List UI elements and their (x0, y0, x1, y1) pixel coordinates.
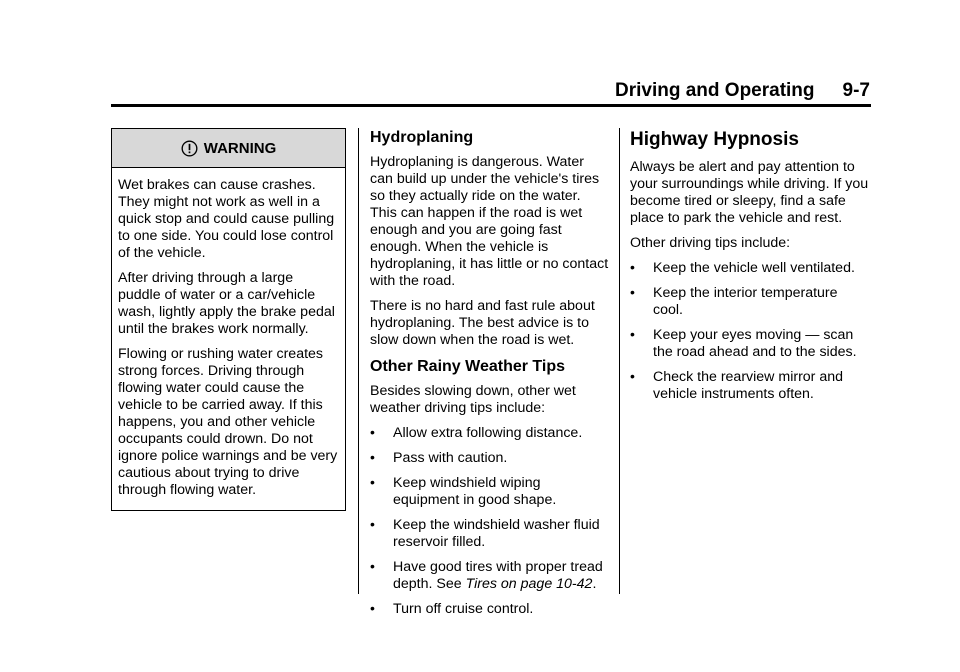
page-header (615, 80, 870, 104)
paragraph: There is no hard and fast rule about hydroplaning. The best advice is to slow down when the road is wet. (370, 298, 595, 348)
list-item (370, 559, 610, 593)
warning-label: WARNING (203, 139, 277, 157)
warning-paragraph: Flowing or rushing water creates strong forces. Driving through flowing water could cause the vehicle to be carried away. If this happens, you and other vehicle occupants could drown. Do not ignore police warnings and be very cautious about trying to drive through flowing water. (118, 346, 338, 498)
list-item: • Keep your eyes moving — scan the road ahead and to the sides. (630, 327, 870, 361)
warning-body (112, 168, 345, 499)
warning-header (112, 129, 345, 168)
list-item: • Check the rearview mirror and vehicle instruments often. (630, 369, 870, 403)
paragraph: Always be alert and pay attention to your surroundings while driving. If you become tired or sleepy, find a safe place to park the vehicle and rest. (630, 159, 869, 226)
list-item: • Turn off cruise control. (370, 601, 610, 618)
warning-paragraph: After driving through a large puddle of water or a car/vehicle wash, lightly apply the brake pedal until the brakes work normally. (118, 270, 335, 337)
list-item: • Keep the windshield washer fluid reservoir filled. (370, 517, 610, 551)
header-rule (111, 104, 871, 107)
paragraph: Hydroplaning is dangerous. Water can build up under the vehicle's tires so they actually ride on the water. This can happen if the road is wet enough and you are going fast enough. When the vehicle is hydroplaning, it has little or no contact with the road. (370, 154, 609, 289)
list-item: • Keep the interior temperature cool. (630, 285, 870, 319)
list-item: • Allow extra following distance. (370, 425, 610, 442)
list-item: • Keep windshield wiping equipment in good shape. (370, 475, 610, 509)
paragraph: Other driving tips include: (630, 235, 791, 251)
column-right (630, 128, 870, 411)
column-divider (619, 128, 620, 594)
section-title-hydroplaning: Hydroplaning (370, 129, 474, 146)
section-title-rainy-tips: Other Rainy Weather Tips (370, 358, 566, 375)
list-item-text: Have good tires with proper tread depth. See (393, 559, 603, 592)
column-middle (370, 128, 610, 626)
warning-paragraph: Wet brakes can cause crashes. They might not work as well in a quick stop and could cause pulling to one side. You could lose control of the vehicle. (118, 177, 335, 261)
warning-box (111, 128, 346, 511)
rainy-tips-list (370, 425, 610, 618)
section-title-highway-hypnosis: Highway Hypnosis (630, 129, 799, 150)
driving-tips-list (630, 260, 870, 403)
chapter-title: Driving and Operating (615, 80, 815, 101)
list-item-text-end: . (592, 576, 597, 592)
cross-reference-link[interactable]: Tires on page 10-42 (465, 576, 593, 592)
page-number: 9-7 (842, 80, 870, 101)
list-item: • Pass with caution. (370, 450, 610, 467)
column-divider (358, 128, 359, 594)
list-item: • Keep the vehicle well ventilated. (630, 260, 870, 277)
paragraph: Besides slowing down, other wet weather driving tips include: (370, 383, 576, 416)
warning-triangle-icon (181, 140, 198, 157)
